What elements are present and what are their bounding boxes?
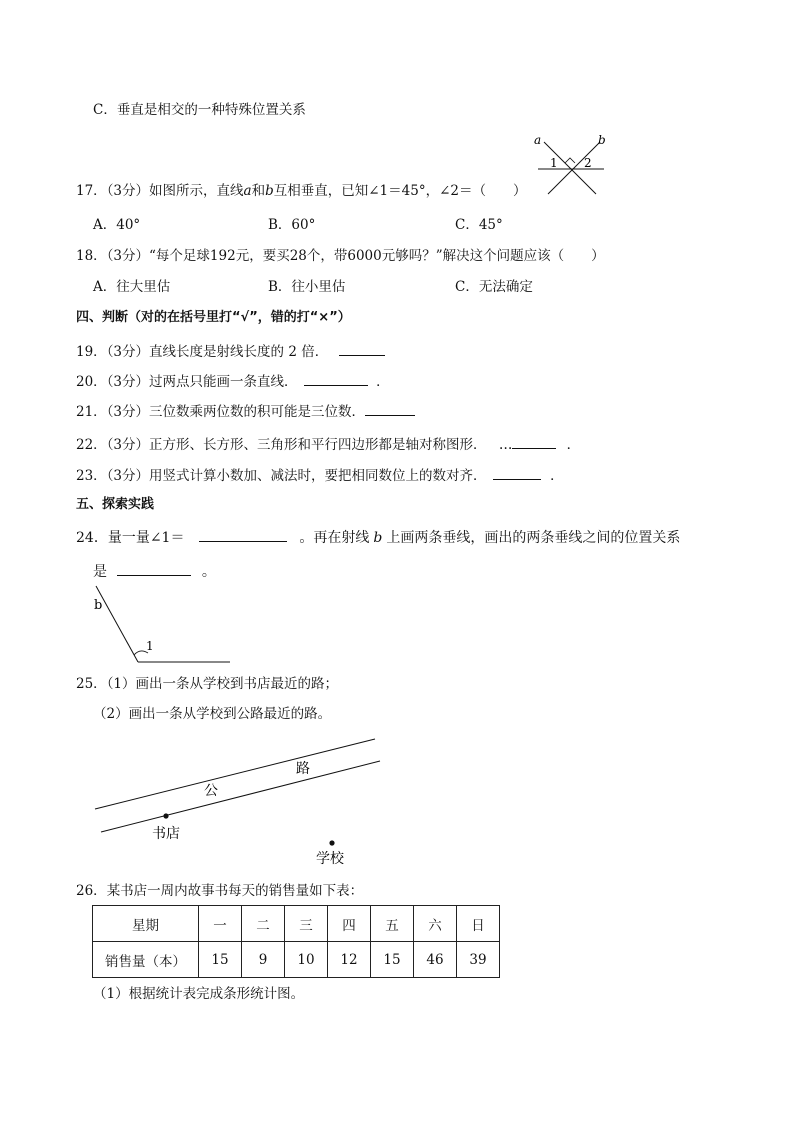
q23-tail: ． [550,468,564,484]
q24-var-b: b [373,530,383,546]
q21-stem [76,401,415,422]
q24-text-3: 上画两条垂线，画出的两条垂线之间的位置关系 [386,530,681,546]
day-cell: 三 [285,906,328,942]
q17-label-1: 1 [550,156,558,170]
q22-answer-blank[interactable] [512,434,556,449]
value-cell: 15 [199,942,242,978]
table-row [93,906,500,942]
road-label-lu: 路 [296,761,310,777]
q17-stem [76,181,526,201]
q24-text-1: 量一量∠1＝ [107,530,185,546]
q25-part1-text: （1）画出一条从学校到书店最近的路； [106,676,339,692]
q21-text: 三位数乘两位数的积可能是三位数． [149,404,366,420]
q22-dots: … [498,437,513,453]
q17-label-a: a [534,133,542,147]
q24-angle-figure [88,582,238,668]
sales-table [92,905,500,978]
value-cell: 39 [457,942,500,978]
value-cell: 46 [414,942,457,978]
road-label-gong: 公 [204,783,218,799]
row-label-cell: 销售量（本） [93,942,199,978]
q20-tail: ． [376,374,390,390]
q17-figure [528,130,610,196]
q17-score: （3分） [106,183,150,199]
q18-score: （3分） [106,248,150,264]
q18-number: 18． [76,248,107,264]
q18-option-a: A．往大里估 [93,279,171,295]
q22-number: 22． [76,437,107,453]
value-cell: 15 [371,942,414,978]
q22-stem [76,434,580,455]
q26-text: 某书店一周内故事书每天的销售量如下表： [106,883,364,899]
q20-score: （3分） [106,374,150,390]
q24-line2-prefix: 是 [93,564,107,580]
q17-text-1: 如图所示，直线 [149,183,244,199]
q18-stem [76,246,605,266]
q19-stem [76,341,385,362]
table-row [93,942,500,978]
q17-var-a: a [243,183,252,199]
q20-text: 过两点只能画一条直线． [149,374,298,390]
q22-score: （3分） [106,437,150,453]
value-cell: 10 [285,942,328,978]
q23-score: （3分） [106,468,150,484]
q17-number: 17． [76,183,107,199]
q17-label-2: 2 [584,156,592,170]
q18-option-b: B．往小里估 [268,279,346,295]
value-cell: 9 [242,942,285,978]
q25-part-2: （2）画出一条从学校到公路最近的路。 [93,706,332,722]
q19-score: （3分） [106,344,150,360]
q24-text-2: 。再在射线 [299,530,370,546]
q25-part-1 [76,674,338,694]
q17-option-c: C．45° [455,217,503,233]
q17-var-b: b [265,183,274,199]
q18-text: “每个足球192元，要买28个，带6000元够吗？”解决这个问题应该（ ） [149,248,605,264]
q25-number: 25． [76,676,107,692]
q26-stem [76,881,363,901]
q22-tail: ． [566,437,581,453]
q24-label-b: b [94,598,103,613]
day-cell: 一 [199,906,242,942]
road-upper-edge [95,739,375,809]
q24-angle-blank[interactable] [199,527,287,542]
q17-text-3: 互相垂直，已知∠1＝45°，∠2＝（ ） [273,183,527,199]
bookstore-point [163,813,168,818]
q17-option-b: B．60° [268,217,316,233]
q24-line2-suffix: 。 [201,564,216,580]
q17-label-b: b [598,133,606,147]
school-point [329,840,334,845]
road-lower-edge [101,761,380,832]
q20-number: 20． [76,374,107,390]
q20-answer-blank[interactable] [304,371,368,386]
q20-stem [76,371,390,392]
q25-map-figure [88,732,388,872]
q17-text-2: 和 [251,183,266,199]
q24-line-2 [93,561,216,582]
q19-text: 直线长度是射线长度的 2 倍． [149,344,329,360]
day-cell: 六 [414,906,457,942]
q23-answer-blank[interactable] [493,465,541,480]
q17-right-angle-mark [565,158,575,163]
q24-stem [76,527,680,548]
section-4-title: 四、判断（对的在括号里打“√”，错的打“×”） [76,310,351,325]
q23-stem [76,465,564,486]
q18-option-c: C．无法确定 [455,279,533,295]
day-cell: 五 [371,906,414,942]
q24-label-1: 1 [146,639,154,653]
q26-number: 26． [76,883,107,899]
header-label-cell: 星期 [93,906,199,942]
day-cell: 二 [242,906,285,942]
day-cell: 四 [328,906,371,942]
q22-text: 正方形、长方形、三角形和平行四边形都是轴对称图形． [149,437,487,453]
q21-score: （3分） [106,404,150,420]
value-cell: 12 [328,942,371,978]
q17-option-a: A．40° [93,217,141,233]
bookstore-label: 书店 [152,826,180,842]
day-cell: 日 [457,906,500,942]
section-5-title: 五、探索实践 [76,497,155,512]
q21-answer-blank[interactable] [365,401,415,416]
q24-number: 24． [76,530,108,546]
q21-number: 21． [76,404,107,420]
q26-part-1: （1）根据统计表完成条形统计图。 [93,986,305,1002]
q19-answer-blank[interactable] [339,341,385,356]
q16-option-c: C．垂直是相交的一种特殊位置关系 [93,102,306,118]
q24-relation-blank[interactable] [117,561,191,576]
q23-number: 23． [76,468,107,484]
q19-number: 19． [76,344,107,360]
school-label: 学校 [316,851,344,867]
q23-text: 用竖式计算小数加、减法时，要把相同数位上的数对齐． [149,468,487,484]
